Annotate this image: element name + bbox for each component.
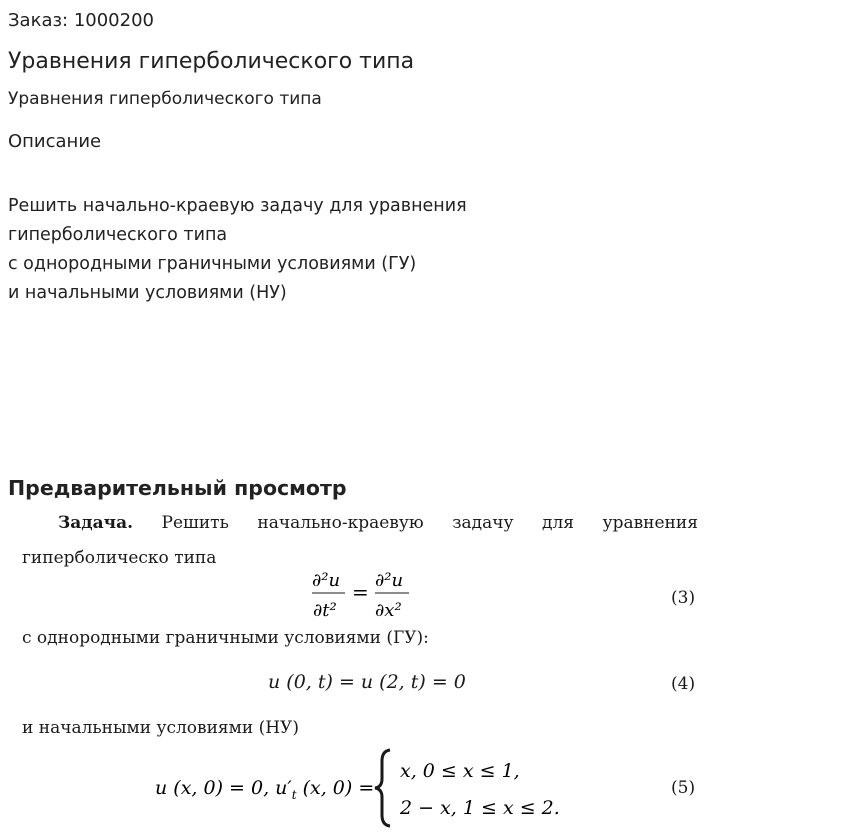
task-word: начально-краевую [257, 513, 424, 533]
page-subtitle: Уравнения гиперболического типа [8, 89, 322, 109]
task-line [58, 513, 698, 533]
description-heading: Описание [8, 131, 102, 152]
svg-text:∂²u: ∂²u [312, 570, 341, 591]
equation-number: (5) [671, 778, 696, 798]
svg-text:∂t²: ∂t² [313, 600, 337, 621]
svg-text:x, 0 ≤ x ≤ 1,: x, 0 ≤ x ≤ 1, [400, 760, 520, 782]
order-number: Заказ: 1000200 [8, 10, 154, 31]
description-line: с однородными граничными условиями (ГУ) [8, 254, 417, 274]
task-word: Решить [161, 513, 229, 533]
initial-condition-equation [155, 745, 575, 831]
equation-number: (3) [671, 588, 696, 608]
description-text [8, 192, 467, 308]
task-label: Задача. [58, 513, 133, 533]
description-line: гиперболического типа [8, 225, 228, 245]
description-line: Решить начально-краевую задачу для уравнения [8, 196, 467, 216]
page-title: Уравнения гиперболического типа [8, 49, 415, 74]
description-line: и начальными условиями (НУ) [8, 283, 287, 303]
wave-equation [310, 565, 420, 625]
preview-heading: Предварительный просмотр [8, 476, 347, 500]
boundary-condition-equation: u (0, t) = u (2, t) = 0 [268, 671, 466, 693]
boundary-conditions-text: с однородными граничными условиями (ГУ): [22, 628, 429, 648]
svg-text:∂x²: ∂x² [375, 600, 402, 621]
svg-text:2 − x, 1 ≤ x ≤ 2.: 2 − x, 1 ≤ x ≤ 2. [400, 797, 560, 819]
task-line-2: гиперболическо типа [22, 548, 217, 568]
task-word: для [542, 513, 575, 533]
task-word: уравнения [602, 513, 698, 533]
svg-text:u (x, 0) = 0, u′t (x, 0) =: u (x, 0) = 0, $u'_t$ (x, 0) = [155, 777, 375, 802]
svg-text:=: = [352, 580, 369, 604]
equation-number: (4) [671, 674, 696, 694]
task-word: задачу [452, 513, 514, 533]
preview-document [0, 505, 847, 837]
svg-text:∂²u: ∂²u [375, 570, 404, 591]
initial-conditions-text: и начальными условиями (НУ) [22, 718, 299, 738]
